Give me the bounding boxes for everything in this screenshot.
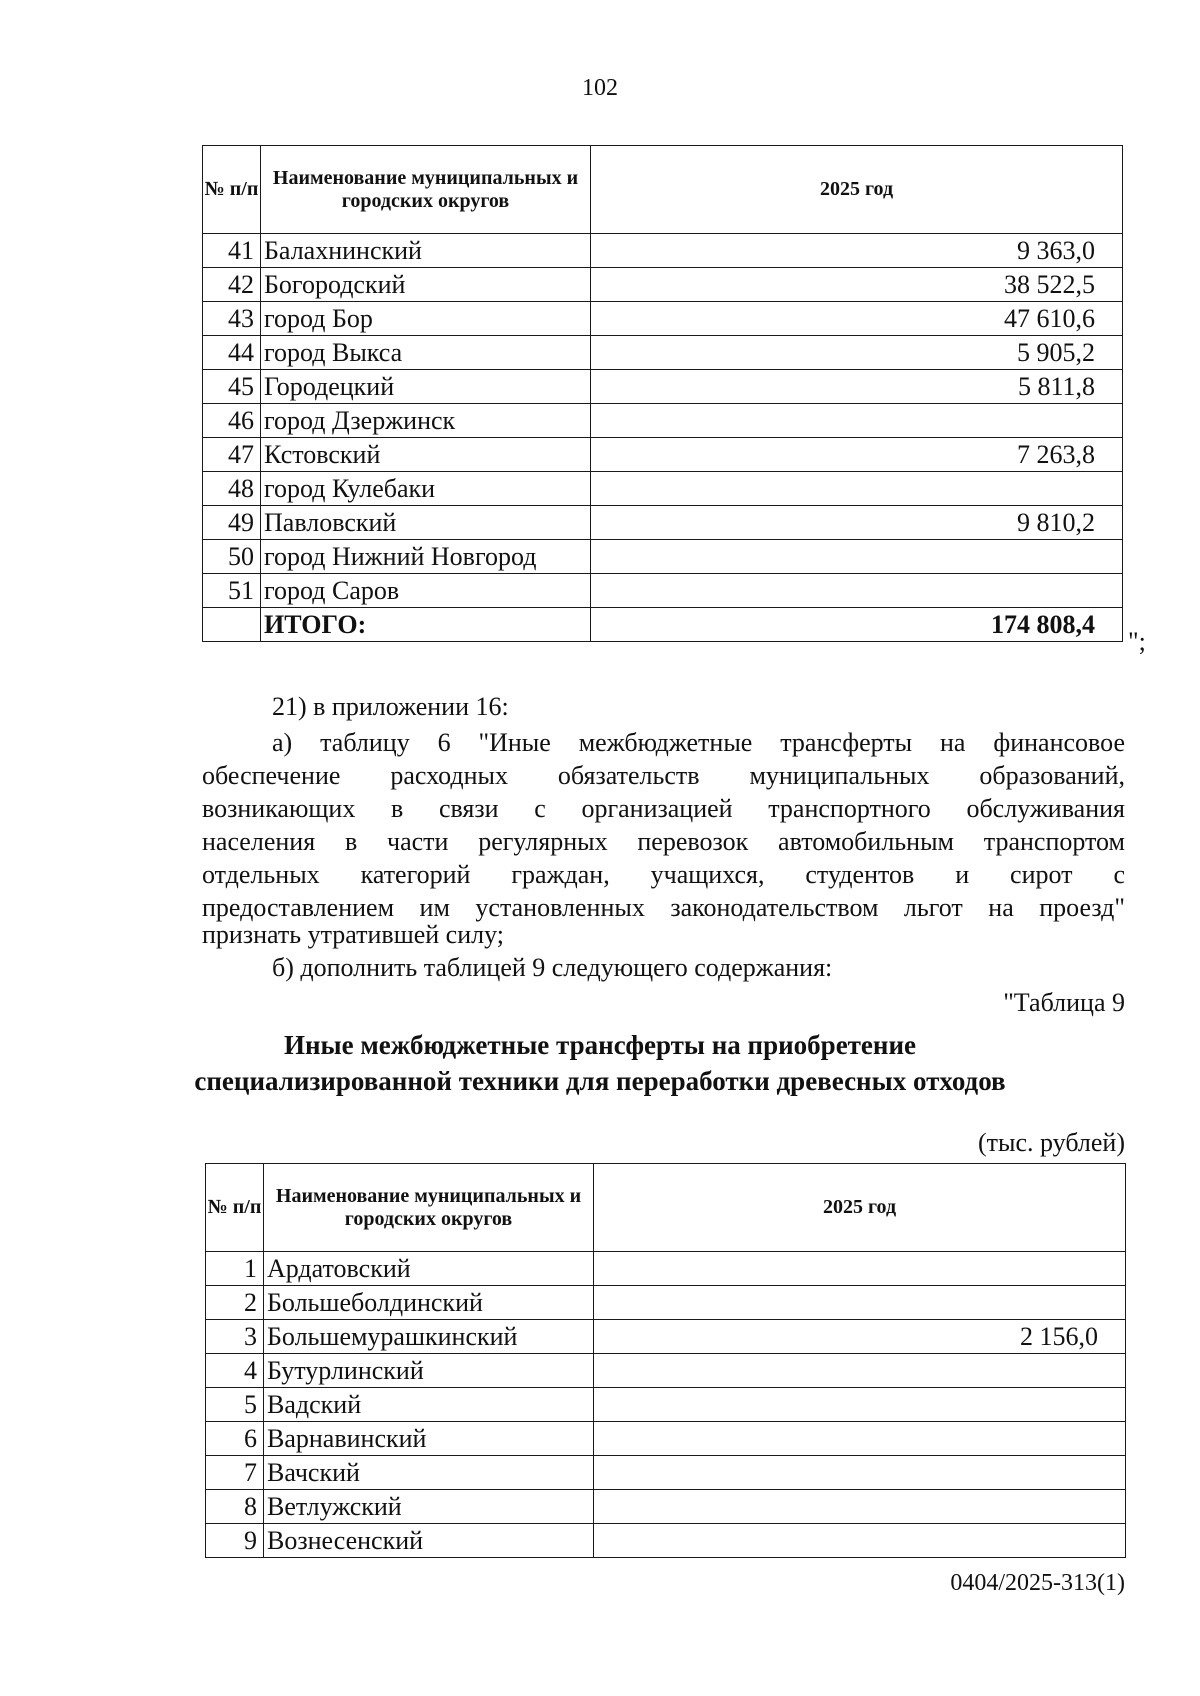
row-number: 4 bbox=[206, 1354, 264, 1388]
paragraph-b: б) дополнить таблицей 9 следующего содержания: bbox=[272, 953, 833, 982]
row-number: 45 bbox=[203, 370, 261, 404]
row-value bbox=[594, 1252, 1126, 1286]
district-name: город Бор bbox=[261, 302, 591, 336]
district-name: Ардатовский bbox=[264, 1252, 594, 1286]
closing-quote: "; bbox=[1128, 627, 1146, 656]
district-name: Вачский bbox=[264, 1456, 594, 1490]
row-value bbox=[594, 1524, 1126, 1558]
row-number: 50 bbox=[203, 540, 261, 574]
row-number: 6 bbox=[206, 1422, 264, 1456]
district-name: Ветлужский bbox=[264, 1490, 594, 1524]
table-row bbox=[206, 1286, 1126, 1320]
table-row bbox=[206, 1422, 1126, 1456]
table-row bbox=[203, 404, 1123, 438]
header-name: Наименование муниципальных и городских округов bbox=[264, 1164, 594, 1252]
table-row bbox=[203, 438, 1123, 472]
row-value bbox=[594, 1456, 1126, 1490]
paragraph-a-last: признать утратившей силу; bbox=[202, 920, 504, 949]
table-heading-line-2: специализированной техники для переработки древесных отходов bbox=[194, 1066, 1006, 1096]
table-label: "Таблица 9 bbox=[1003, 988, 1125, 1017]
row-value bbox=[591, 472, 1123, 506]
district-name: город Выкса bbox=[261, 336, 591, 370]
table-heading-line-1: Иные межбюджетные трансферты на приобретение bbox=[283, 1030, 917, 1060]
row-value bbox=[594, 1388, 1126, 1422]
paragraph-a-line: отдельных категорий граждан, учащихся, студентов и сирот с bbox=[202, 860, 1125, 889]
district-name: Балахнинский bbox=[261, 234, 591, 268]
district-name: Большемурашкинский bbox=[264, 1320, 594, 1354]
row-value bbox=[594, 1286, 1126, 1320]
table1-body bbox=[203, 234, 1123, 608]
row-value: 2 156,0 bbox=[594, 1320, 1126, 1354]
paragraph-a-line: а) таблицу 6 "Иные межбюджетные трансферты на финансовое bbox=[272, 728, 1125, 757]
paragraph-a-line: населения в части регулярных перевозок автомобильным транспортом bbox=[202, 827, 1125, 856]
district-name: город Саров bbox=[261, 574, 591, 608]
table-row bbox=[203, 336, 1123, 370]
table-row bbox=[203, 302, 1123, 336]
header-year: 2025 год bbox=[591, 146, 1123, 234]
row-number: 3 bbox=[206, 1320, 264, 1354]
table-row bbox=[203, 234, 1123, 268]
row-number: 7 bbox=[206, 1456, 264, 1490]
row-number: 48 bbox=[203, 472, 261, 506]
district-name: город Дзержинск bbox=[261, 404, 591, 438]
table-row bbox=[206, 1354, 1126, 1388]
table-row bbox=[206, 1490, 1126, 1524]
header-number: № п/п bbox=[206, 1164, 264, 1252]
table-row bbox=[203, 472, 1123, 506]
district-name: Кстовский bbox=[261, 438, 591, 472]
page-number: 102 bbox=[582, 75, 618, 101]
total-value: 174 808,4 bbox=[591, 608, 1123, 642]
row-value bbox=[594, 1490, 1126, 1524]
table-row bbox=[203, 574, 1123, 608]
table-row bbox=[206, 1388, 1126, 1422]
header-number: № п/п bbox=[203, 146, 261, 234]
row-value: 5 905,2 bbox=[591, 336, 1123, 370]
table-row bbox=[203, 540, 1123, 574]
allocation-table-continued bbox=[202, 145, 1123, 642]
district-name: Вадский bbox=[264, 1388, 594, 1422]
row-value: 9 810,2 bbox=[591, 506, 1123, 540]
row-number: 9 bbox=[206, 1524, 264, 1558]
row-number: 46 bbox=[203, 404, 261, 438]
row-value bbox=[594, 1354, 1126, 1388]
paragraph-a-line: предоставлением им установленных законодательством льгот на проезд" bbox=[202, 893, 1125, 922]
row-number: 44 bbox=[203, 336, 261, 370]
district-name: Павловский bbox=[261, 506, 591, 540]
row-value: 47 610,6 bbox=[591, 302, 1123, 336]
total-label: ИТОГО: bbox=[261, 608, 591, 642]
row-number: 2 bbox=[206, 1286, 264, 1320]
table-row bbox=[203, 506, 1123, 540]
paragraph-a-line: обеспечение расходных обязательств муниципальных образований, bbox=[202, 761, 1125, 790]
total-number-cell bbox=[203, 608, 261, 642]
paragraph-a-line: возникающих в связи с организацией транспортного обслуживания bbox=[202, 794, 1125, 823]
row-number: 43 bbox=[203, 302, 261, 336]
table-row bbox=[206, 1456, 1126, 1490]
row-number: 49 bbox=[203, 506, 261, 540]
table-row bbox=[206, 1252, 1126, 1286]
row-number: 41 bbox=[203, 234, 261, 268]
table-row bbox=[206, 1524, 1126, 1558]
row-value: 5 811,8 bbox=[591, 370, 1123, 404]
row-number: 1 bbox=[206, 1252, 264, 1286]
row-value: 9 363,0 bbox=[591, 234, 1123, 268]
total-row bbox=[203, 608, 1123, 642]
header-year: 2025 год bbox=[594, 1164, 1126, 1252]
row-number: 42 bbox=[203, 268, 261, 302]
row-value: 38 522,5 bbox=[591, 268, 1123, 302]
district-name: Богородский bbox=[261, 268, 591, 302]
row-number: 51 bbox=[203, 574, 261, 608]
table2-body bbox=[206, 1252, 1126, 1558]
row-value bbox=[594, 1422, 1126, 1456]
district-name: Бутурлинский bbox=[264, 1354, 594, 1388]
row-value bbox=[591, 404, 1123, 438]
district-name: Варнавинский bbox=[264, 1422, 594, 1456]
row-number: 5 bbox=[206, 1388, 264, 1422]
table-row bbox=[206, 1320, 1126, 1354]
row-number: 47 bbox=[203, 438, 261, 472]
header-name: Наименование муниципальных и городских округов bbox=[261, 146, 591, 234]
row-value bbox=[591, 574, 1123, 608]
row-value: 7 263,8 bbox=[591, 438, 1123, 472]
table-row bbox=[203, 370, 1123, 404]
document-code: 0404/2025-313(1) bbox=[950, 1570, 1125, 1596]
table-row bbox=[203, 268, 1123, 302]
row-number: 8 bbox=[206, 1490, 264, 1524]
district-name: город Нижний Новгород bbox=[261, 540, 591, 574]
item-21: 21) в приложении 16: bbox=[272, 692, 509, 721]
allocation-table-9 bbox=[205, 1163, 1126, 1558]
district-name: город Кулебаки bbox=[261, 472, 591, 506]
units-label: (тыс. рублей) bbox=[977, 1128, 1125, 1157]
district-name: Вознесенский bbox=[264, 1524, 594, 1558]
row-value bbox=[591, 540, 1123, 574]
district-name: Большеболдинский bbox=[264, 1286, 594, 1320]
district-name: Городецкий bbox=[261, 370, 591, 404]
